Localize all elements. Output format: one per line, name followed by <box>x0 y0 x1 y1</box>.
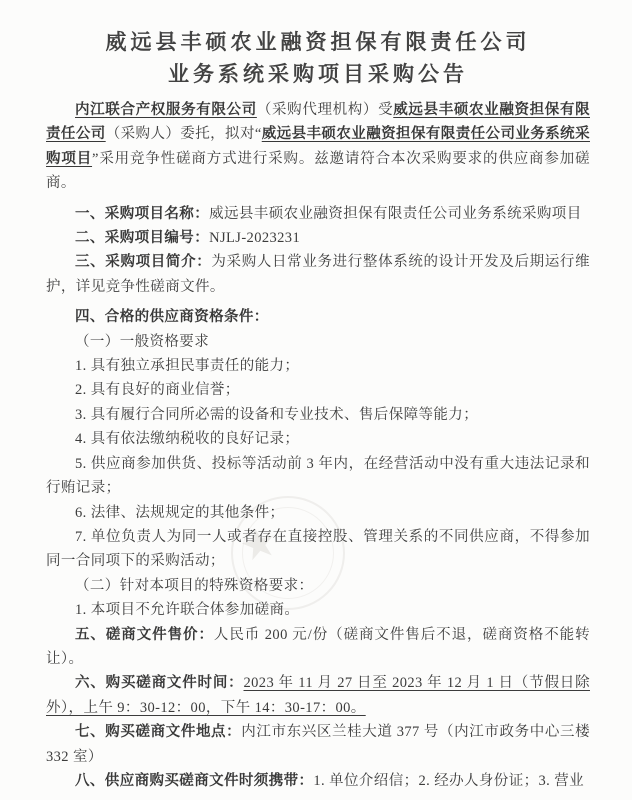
item-project-name-label: 一、采购项目名称： <box>75 205 210 222</box>
item-document-price <box>46 623 590 672</box>
title-line-2: 业务系统采购项目采购公告 <box>168 62 468 86</box>
item-project-summary <box>46 250 590 299</box>
intro-paragraph <box>46 98 590 196</box>
item-purchase-place-value: 内江市东兴区兰桂大道 377 号（内江市政务中心三楼 332 室） <box>46 724 590 765</box>
purchaser-role-text: （采购人）委托，拟对“ <box>105 126 262 143</box>
general-qualification-item-7: 7. 单位负责人为同一人或者存在直接控股、管理关系的不同供应商，不得参加同一合同项下的采购活动； <box>46 528 590 570</box>
general-qualification-item-4: 4. 具有依法缴纳税收的良好记录； <box>75 431 300 448</box>
item-document-price-label: 五、磋商文件售价： <box>75 626 214 643</box>
page-title <box>46 26 590 90</box>
item-required-documents-label: 八、供应商购买磋商文件时须携带： <box>75 772 314 789</box>
general-qualification-item-1: 1. 具有独立承担民事责任的能力； <box>75 358 300 375</box>
item-project-number-value: NJLJ-2023231 <box>209 230 301 247</box>
item-project-name-value: 威远县丰硕农业融资担保有限责任公司业务系统采购项目 <box>209 205 582 222</box>
special-qualification-heading: （二）针对本项目的特殊资格要求： <box>75 577 314 594</box>
item-purchase-place <box>46 720 590 769</box>
special-qualification-item-1: 1. 本项目不允许联合体参加磋商。 <box>75 602 300 619</box>
star-icon: ★ <box>234 518 283 572</box>
agency-name: 内江联合产权服务有限公司 <box>75 102 257 118</box>
item-required-documents <box>46 769 590 793</box>
item-required-documents-value: 1. 单位介绍信；2. 经办人身份证；3. 营业 <box>313 772 585 789</box>
purchaser-name: 威远县丰硕农业融资担保有限责任公司 <box>46 102 590 143</box>
agency-role-text: （采购代理机构）受 <box>256 102 394 118</box>
general-qualification-item-2: 2. 具有良好的商业信誉； <box>75 382 240 399</box>
item-document-price-value: 人民币 200 元/份（磋商文件售后不退，磋商资格不能转让）。 <box>46 626 590 667</box>
intro-tail-text: ”采用竞争性磋商方式进行采购。兹邀请符合本次采购要求的供应商参加磋商。 <box>46 150 590 192</box>
general-qualification-item-3: 3. 具有履行合同所必需的设备和专业技术、售后保障等能力； <box>75 406 479 423</box>
qualification-heading: 四、合格的供应商资格条件： <box>75 309 269 326</box>
item-purchase-place-label: 七、购买磋商文件地点： <box>75 724 242 741</box>
item-project-summary-label: 三、采购项目简介： <box>75 254 212 271</box>
general-qualification-heading: （一）一般资格要求 <box>75 333 210 350</box>
item-project-summary-value: 为采购人日常业务进行整体系统的设计开发及后期运行维护，详见竞争性磋商文件。 <box>46 254 590 295</box>
item-purchase-time-value: 2023 年 11 月 27 日至 2023 年 12 月 1 日（节假日除外），上午 9：30-12：00，下午 14：30-17：00。 <box>46 675 590 716</box>
item-project-number-label: 二、采购项目编号： <box>75 230 210 247</box>
item-purchase-time-label: 六、购买磋商文件时间： <box>75 675 244 692</box>
project-name: 威远县丰硕农业融资担保有限责任公司业务系统采购项目 <box>46 126 590 167</box>
item-project-name <box>46 202 590 226</box>
item-purchase-time <box>46 671 590 720</box>
item-project-number <box>46 226 590 250</box>
title-line-1: 威远县丰硕农业融资担保有限责任公司 <box>105 30 531 54</box>
general-qualification-item-5: 5. 供应商参加供货、投标等活动前 3 年内，在经营活动中没有重大违法记录和行贿记录； <box>46 455 590 497</box>
general-qualification-item-6: 6. 法律、法规规定的其他条件； <box>75 504 285 521</box>
